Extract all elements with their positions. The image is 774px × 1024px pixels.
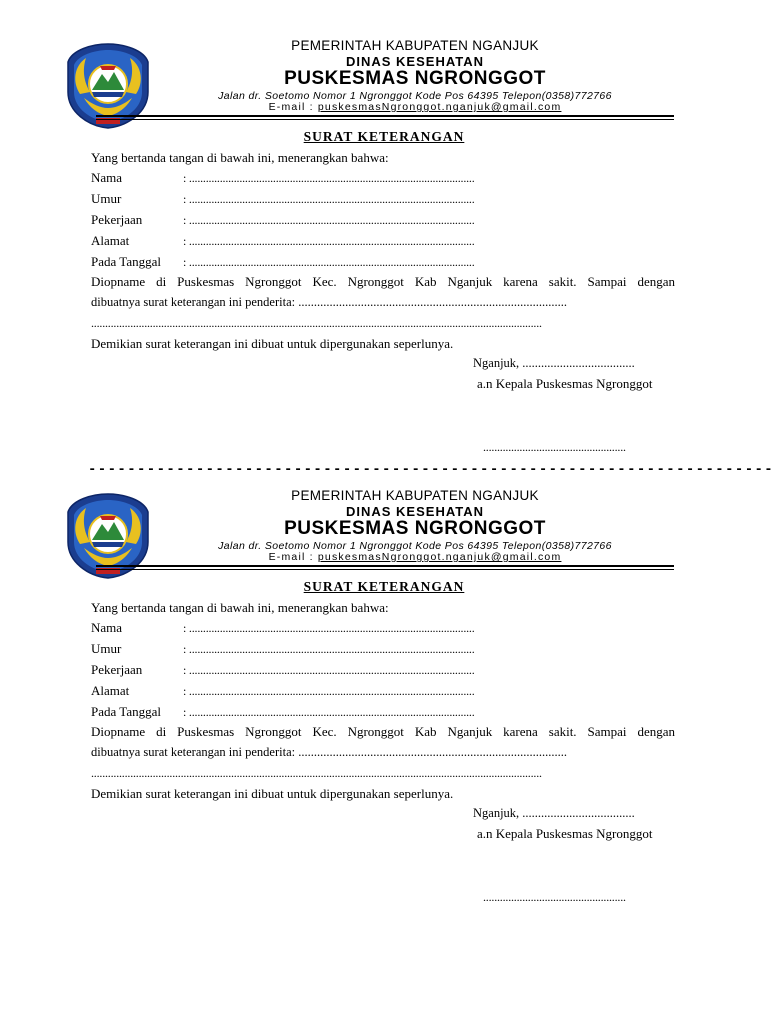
signature-line: ................................................... [483,890,626,904]
form-title: SURAT KETERANGAN [303,579,465,594]
field-label-pekerjaan: Pekerjaan [91,212,143,227]
letter-form-bottom [0,450,774,904]
cut-line: ---------------------------------------------------------------------- [88,462,774,478]
field-value-nama[interactable]: : ...................................................................................................... [183,171,475,185]
signature-line: ................................................... [483,440,626,454]
email-label: E-mail : [268,551,318,563]
department-name: DINAS KESEHATAN [345,54,485,69]
field-label-umur: Umur [91,191,122,206]
place-date: Nganjuk, .................................... [473,806,635,820]
intro-text: Yang bertanda tangan di bawah ini, menerangkan bahwa: [91,600,389,615]
field-label-nama: Nama [91,170,123,185]
field-label-umur: Umur [91,641,122,656]
field-value-alamat[interactable]: : ...................................................................................................... [183,234,475,248]
field-value-pekerjaan[interactable]: : ...................................................................................................... [183,663,475,677]
field-value-pekerjaan[interactable]: : ...................................................................................................... [183,213,475,227]
field-value-umur[interactable]: : ...................................................................................................... [183,192,475,206]
letterhead-rule-thin [96,569,674,570]
closing-text: Demikian surat keterangan ini dibuat untuk dipergunakan seperlunya. [91,336,454,351]
clinic-address: Jalan dr. Soetomo Nomor 1 Ngronggot Kode Pos 64395 Telepon(0358)772766 [218,90,612,102]
closing-text: Demikian surat keterangan ini dibuat untuk dipergunakan seperlunya. [91,786,454,801]
signer-title: a.n Kepala Puskesmas Ngronggot [477,376,653,391]
body-text-line-1: Diopname di Puskesmas Ngronggot Kec. Ngronggot Kab Nganjuk karena sakit. Sampai dengan [91,274,675,289]
government-name: PEMERINTAH KABUPATEN NGANJUK [291,488,539,503]
field-value-umur[interactable]: : ...................................................................................................... [183,642,475,656]
government-name: PEMERINTAH KABUPATEN NGANJUK [291,38,539,53]
form-title: SURAT KETERANGAN [303,129,465,144]
place-date: Nganjuk, .................................... [473,356,635,370]
email-link[interactable]: puskesmasNgronggot.nganjuk@gmail.com [317,551,562,563]
signer-title: a.n Kepala Puskesmas Ngronggot [477,826,653,841]
body-text-line-1: Diopname di Puskesmas Ngronggot Kec. Ngronggot Kab Nganjuk karena sakit. Sampai dengan [91,724,675,739]
email-link[interactable]: puskesmasNgronggot.nganjuk@gmail.com [317,101,562,113]
field-value-alamat[interactable]: : ...................................................................................................... [183,684,475,698]
clinic-address: Jalan dr. Soetomo Nomor 1 Ngronggot Kode Pos 64395 Telepon(0358)772766 [218,540,612,552]
field-label-pada-tanggal: Pada Tanggal [91,254,161,269]
letterhead-rule [96,565,674,567]
body-text-line-2: dibuatnya surat keterangan ini penderita: ...................................................................................... [91,295,567,309]
field-label-pekerjaan: Pekerjaan [91,662,143,677]
email-label: E-mail : [268,101,318,113]
letterhead-rule-thin [96,119,674,120]
body-text-line-3: ................................................................................................................................................................. [91,316,542,330]
field-value-pada-tanggal[interactable]: : ...................................................................................................... [183,705,475,719]
letter-form-top [0,0,768,454]
body-text-line-3: ................................................................................................................................................................. [91,766,542,780]
body-text-line-2: dibuatnya surat keterangan ini penderita: ...................................................................................... [91,745,567,759]
department-name: DINAS KESEHATAN [345,504,485,519]
field-label-nama: Nama [91,620,123,635]
field-value-pada-tanggal[interactable]: : ...................................................................................................... [183,255,475,269]
field-label-pada-tanggal: Pada Tanggal [91,704,161,719]
clinic-email-line [160,551,670,563]
intro-text: Yang bertanda tangan di bawah ini, menerangkan bahwa: [91,150,389,165]
field-label-alamat: Alamat [91,683,130,698]
clinic-email-line [160,101,670,113]
letterhead-rule [96,115,674,117]
clinic-name: PUSKESMAS NGRONGGOT [284,68,546,89]
field-value-nama[interactable]: : ...................................................................................................... [183,621,475,635]
field-label-alamat: Alamat [91,233,130,248]
clinic-name: PUSKESMAS NGRONGGOT [284,518,546,539]
